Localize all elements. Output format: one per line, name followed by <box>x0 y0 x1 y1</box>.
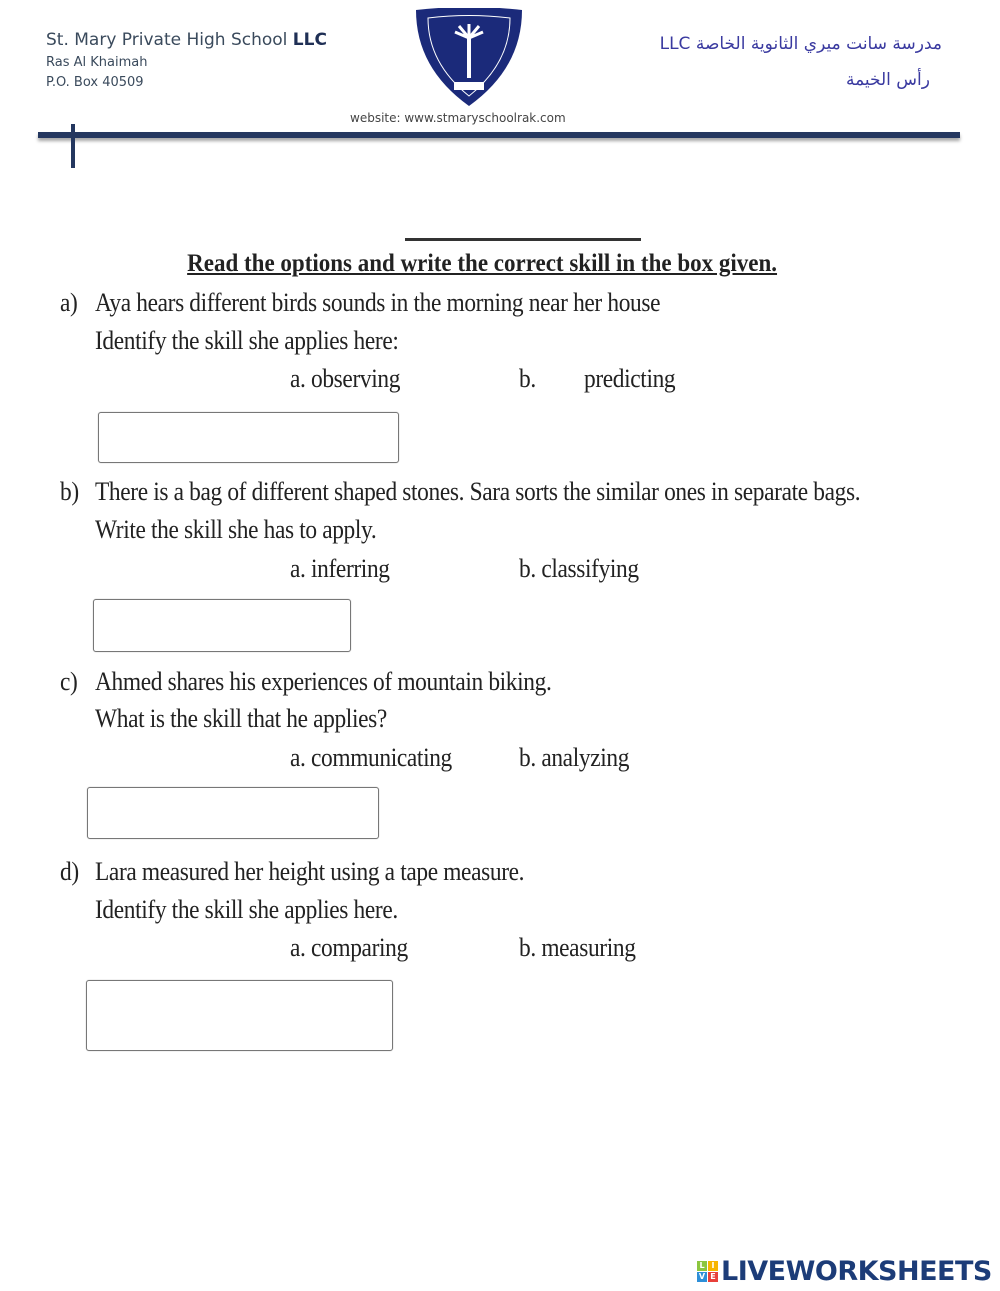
icon-letter-e: E <box>708 1272 718 1282</box>
liveworksheets-brand: LIVEWORKSHEETS <box>721 1256 992 1287</box>
question-a-label: a) <box>60 288 78 317</box>
answer-box-d[interactable] <box>86 980 393 1051</box>
worksheet-instructions: Read the options and write the correct skill in the box given. <box>187 250 778 277</box>
question-a-option-b-label: b. <box>519 364 536 393</box>
answer-box-a[interactable] <box>98 412 399 463</box>
question-a-text: Aya hears different birds sounds in the morning near her house <box>95 288 661 317</box>
cropped-heading-line <box>405 238 641 241</box>
school-suffix: LLC <box>292 30 327 50</box>
question-a-prompt: Identify the skill she applies here: <box>95 326 399 355</box>
question-d-option-a: a. comparing <box>290 933 408 962</box>
question-d-text: Lara measured her height using a tape measure. <box>95 857 525 886</box>
question-b-label: b) <box>60 477 79 506</box>
header-divider-vertical <box>71 124 75 168</box>
school-city: Ras Al Khaimah <box>46 55 148 70</box>
school-name-text: St. Mary Private High School <box>46 30 288 50</box>
question-c-option-b: b. analyzing <box>519 743 630 772</box>
question-a-option-b: predicting <box>584 364 676 393</box>
question-b-option-b: b. classifying <box>519 554 639 583</box>
question-b-prompt: Write the skill she has to apply. <box>95 515 377 544</box>
question-b-option-a: a. inferring <box>290 554 390 583</box>
icon-letter-i: I <box>708 1261 718 1271</box>
question-c-option-a: a. communicating <box>290 743 452 772</box>
answer-box-c[interactable] <box>87 787 379 839</box>
liveworksheets-logo <box>697 1256 992 1287</box>
icon-letter-v: V <box>698 1272 706 1281</box>
school-po-box: P.O. Box 40509 <box>46 75 144 90</box>
answer-box-b[interactable] <box>93 599 351 652</box>
question-d-label: d) <box>60 857 79 886</box>
question-b-text: There is a bag of different shaped stones. Sara sorts the similar ones in separate bags. <box>95 477 861 506</box>
icon-letter-l: L <box>697 1261 707 1271</box>
arabic-school-name: مدرسة سانت ميري الثانوية الخاصة LLC <box>659 34 942 54</box>
header-divider <box>38 132 960 138</box>
school-logo <box>414 8 524 108</box>
live-icon <box>697 1261 718 1282</box>
website: website: www.stmaryschoolrak.com <box>350 111 566 125</box>
arabic-city: رأس الخيمة <box>845 70 930 90</box>
question-c-text: Ahmed shares his experiences of mountain biking. <box>95 667 552 696</box>
question-d-prompt: Identify the skill she applies here. <box>95 895 398 924</box>
question-c-prompt: What is the skill that he applies? <box>95 704 387 733</box>
question-c-label: c) <box>60 667 78 696</box>
question-a-option-a: a. observing <box>290 364 401 393</box>
question-d-option-b: b. measuring <box>519 933 636 962</box>
school-name <box>46 30 327 50</box>
